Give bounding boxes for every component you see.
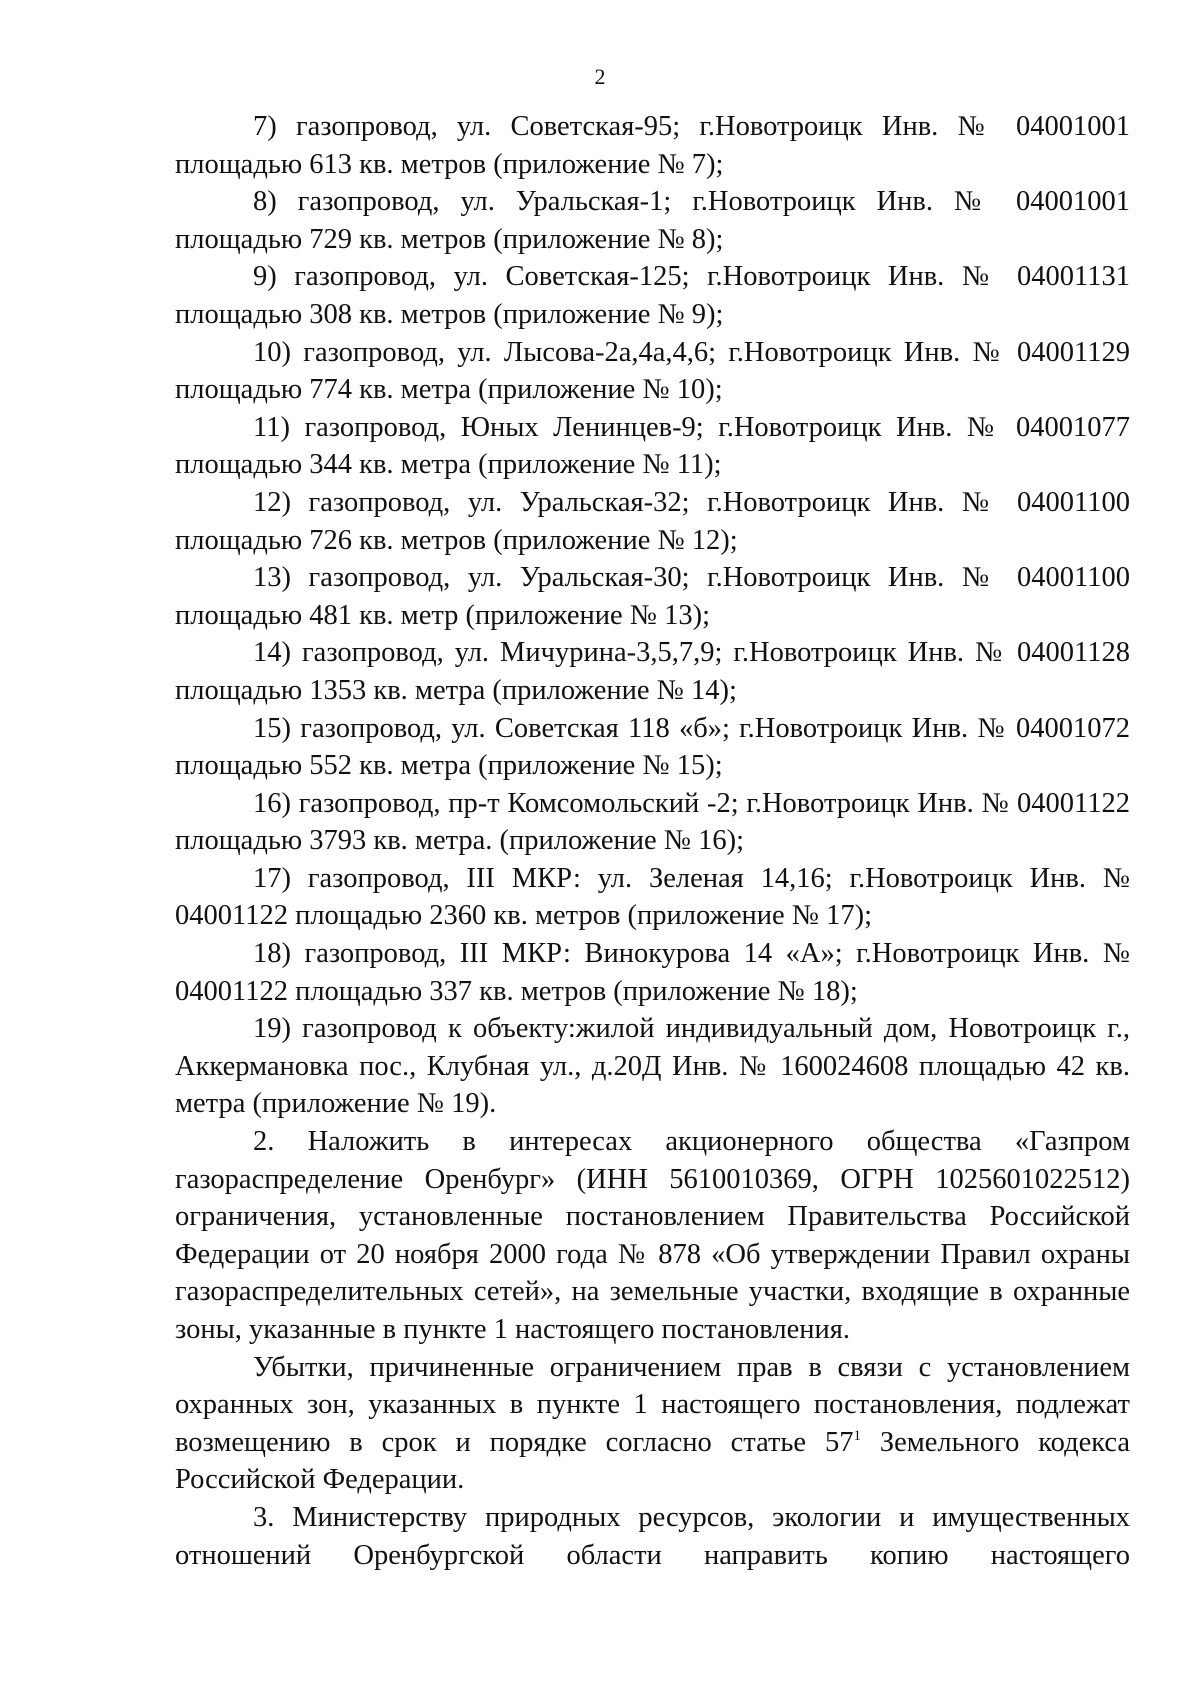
list-item: 13) газопровод, ул. Уральская-30; г.Новотроицк Инв. № 04001100 площадью 481 кв. метр (приложение № 13); xyxy=(175,562,1130,631)
list-item: 8) газопровод, ул. Уральская-1; г.Новотроицк Инв. № 04001001 площадью 729 кв. метров (приложение № 8); xyxy=(175,186,1130,255)
list-item: 17) газопровод, III МКР: ул. Зеленая 14,16; г.Новотроицк Инв. № 04001122 площадью 2360 кв. метров (приложение № 17); xyxy=(175,862,1130,932)
losses-text-start: Убытки, причиненные ограничением прав в связи с установлением охранных зон, указанных в пункте 1 настоящего постановления, подлежат возмещению в срок и порядке согласно статье 57 xyxy=(175,1351,1130,1458)
section-3-paragraph: 3. Министерству природных ресурсов, экологии и имущественных отношений Оренбургской области направить копию настоящего xyxy=(175,1501,1130,1571)
list-item: 18) газопровод, III МКР: Винокурова 14 «А»; г.Новотроицк Инв. № 04001122 площадью 337 кв. метров (приложение № 18); xyxy=(175,938,1130,1007)
losses-text-end: Земельного кодекса Российской Федерации. xyxy=(175,1426,1130,1496)
list-item: 7) газопровод, ул. Советская-95; г.Новотроицк Инв. № 04001001 площадью 613 кв. метров (приложение № 7); xyxy=(175,111,1130,180)
list-item: 11) газопровод, Юных Ленинцев-9; г.Новотроицк Инв. № 04001077 площадью 344 кв. метра (приложение № 11); xyxy=(175,411,1130,481)
list-item: 19) газопровод к объекту:жилой индивидуальный дом, Новотроицк г., Аккермановка пос., Клубная ул., д.20Д Инв. № 160024608 площадью 42 кв. метра (приложение № 19). xyxy=(175,1013,1130,1120)
losses-paragraph xyxy=(175,1349,1130,1499)
section-2-paragraph: 2. Наложить в интересах акционерного общества «Газпром газораспределение Оренбург» (ИНН 5610010369, ОГРН 1025601022512) ограничения, установленные постановлением Правительства Российской Федерации от 20 ноября 2000 года № 878 «Об утверждении Правил охраны газораспределительных сетей», на земельные участки, входящие в охранные зоны, указанные в пункте 1 настоящего постановления. xyxy=(175,1126,1130,1345)
page-number: 2 xyxy=(594,64,606,89)
list-item: 14) газопровод, ул. Мичурина-3,5,7,9; г.Новотроицк Инв. № 04001128 площадью 1353 кв. метра (приложение № 14); xyxy=(175,637,1130,706)
list-item: 12) газопровод, ул. Уральская-32; г.Новотроицк Инв. № 04001100 площадью 726 кв. метров (приложение № 12); xyxy=(175,486,1130,556)
article-superscript: 1 xyxy=(853,1427,861,1444)
document-body xyxy=(175,108,1130,1574)
list-item: 10) газопровод, ул. Лысова-2а,4а,4,6; г.Новотроицк Инв. № 04001129 площадью 774 кв. метра (приложение № 10); xyxy=(175,336,1130,406)
list-item: 9) газопровод, ул. Советская-125; г.Новотроицк Инв. № 04001131 площадью 308 кв. метров (приложение № 9); xyxy=(175,261,1130,330)
list-item: 16) газопровод, пр-т Комсомольский -2; г.Новотроицк Инв. № 04001122 площадью 3793 кв. метра. (приложение № 16); xyxy=(175,787,1130,857)
list-item: 15) газопровод, ул. Советская 118 «б»; г.Новотроицк Инв. № 04001072 площадью 552 кв. метра (приложение № 15); xyxy=(175,712,1130,782)
